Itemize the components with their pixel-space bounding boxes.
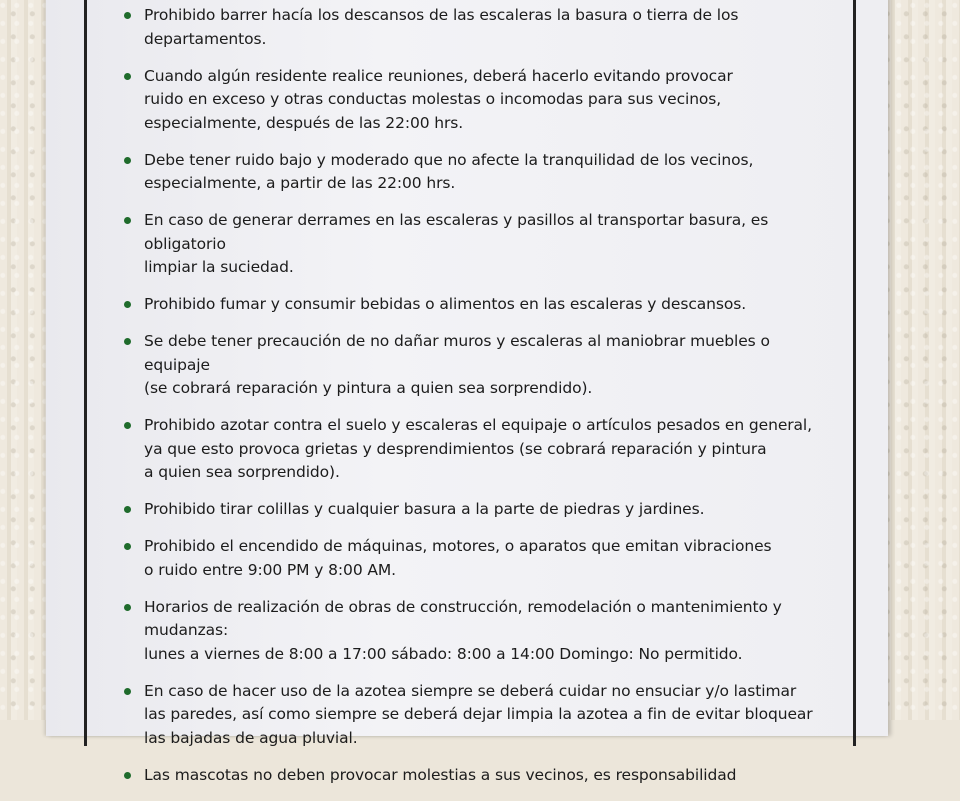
rule-item [120,293,840,317]
rule-text: Prohibido fumar y consumir bebidas o alimentos en las escaleras y descansos. [144,295,747,313]
bullet-icon [124,12,131,19]
rule-item [120,535,840,582]
rule-text: Debe tener ruido bajo y moderado que no afecte la tranquilidad de los vecinos, especialmente, a partir de las 22:00 hrs. [144,150,754,192]
rule-text: Se debe tener precaución de no dañar muros y escaleras al maniobrar muebles o equipaje (se cobrará reparación y pintura a quien sea sorprendido). [144,332,770,397]
bullet-icon [124,73,131,80]
bullet-icon [124,217,131,224]
rule-text: Prohibido barrer hacía los descansos de las escaleras la basura o tierra de los departamentos. [144,6,739,48]
bullet-icon [124,506,131,513]
rule-item [120,498,840,522]
bullet-icon [124,301,131,308]
bullet-icon [124,157,131,164]
rule-item [120,330,840,401]
bullet-icon [124,688,131,695]
rule-item [120,414,840,485]
rule-item [120,149,840,196]
rule-item [120,764,840,788]
rule-text: Prohibido azotar contra el suelo y escaleras el equipaje o artículos pesados en general, ya que esto provoca grietas y desprendimientos (se cobrará reparación y pintura a quien sea sorprendido). [144,416,812,481]
rule-item [120,596,840,667]
bullet-icon [124,543,131,550]
rule-text: En caso de generar derrames en las escaleras y pasillos al transportar basura, es obligatorio limpiar la suciedad. [144,211,769,276]
rule-item [120,680,840,751]
rule-text: Cuando algún residente realice reuniones, deberá hacerlo evitando provocar ruido en exceso y otras conductas molestas o incomodas para sus vecinos, especialmente, después de las 22:00 hrs. [144,66,733,132]
bullet-icon [124,604,131,611]
rule-text: Prohibido tirar colillas y cualquier basura a la parte de piedras y jardines. [144,500,705,518]
rule-text: Prohibido el encendido de máquinas, motores, o aparatos que emitan vibraciones o ruido entre 9:00 PM y 8:00 AM. [144,537,772,579]
bullet-icon [124,338,131,345]
bullet-icon [124,422,131,429]
rule-item [120,65,840,136]
rules-list [120,4,840,801]
rule-item [120,4,840,51]
bullet-icon [124,772,131,779]
rule-text: Horarios de realización de obras de construcción, remodelación o mantenimiento y mudanzas: lunes a viernes de 8:00 a 17:00 sábado: 8:00 a 14:00 Domingo: No permitido. [144,597,782,663]
rule-text: En caso de hacer uso de la azotea siempre se deberá cuidar no ensuciar y/o lastimar las paredes, así como siempre se deberá dejar limpia la azotea a fin de evitar bloquear las bajadas de agua pluvial. [144,681,813,747]
rules-sign [46,0,888,784]
rule-text: Las mascotas no deben provocar molestias a sus vecinos, es responsabilidad [144,765,737,784]
rule-item [120,209,840,280]
